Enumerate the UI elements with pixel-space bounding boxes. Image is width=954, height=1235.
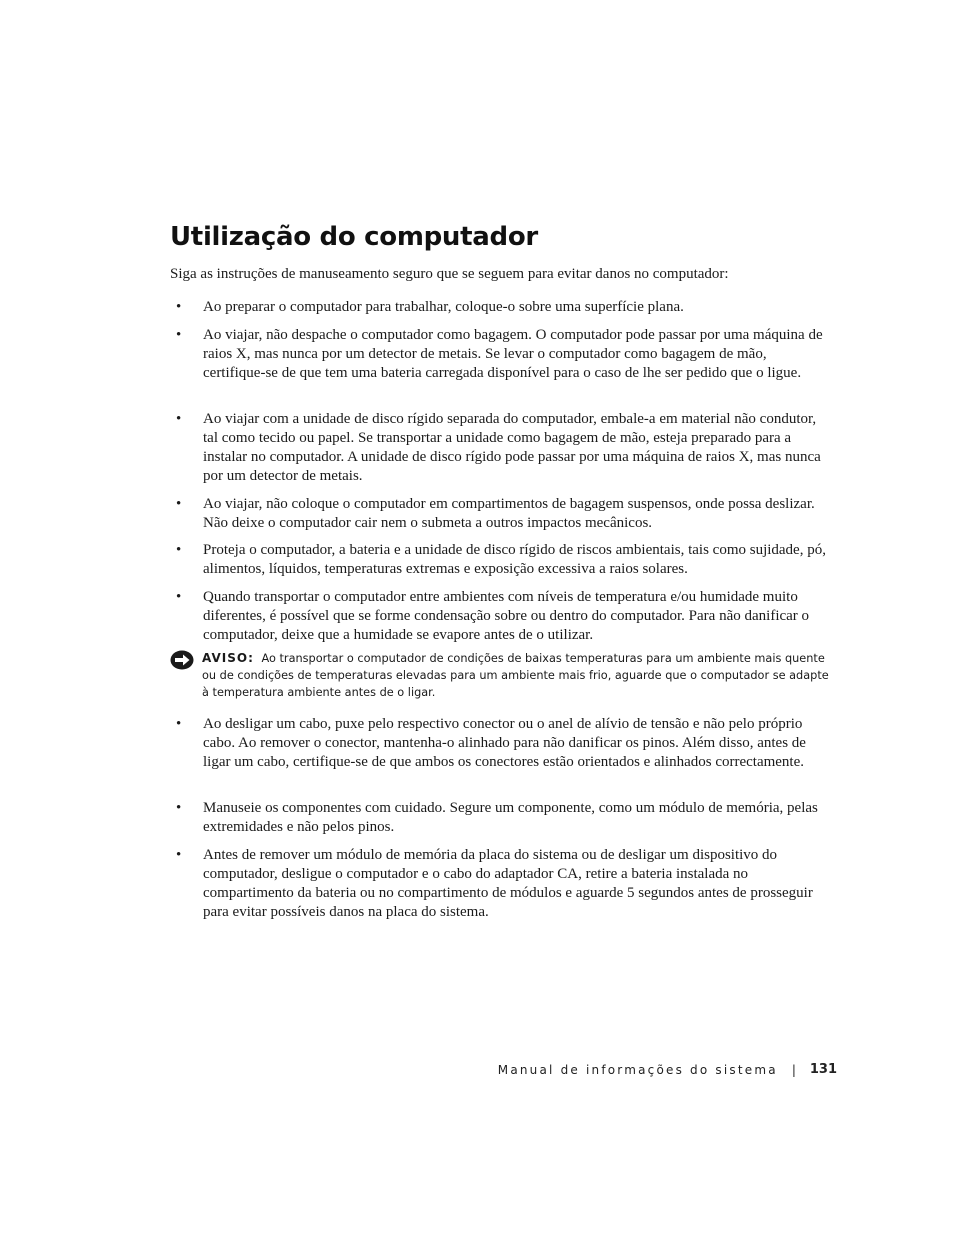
bullet-icon: • xyxy=(176,496,182,512)
list-item-text: Ao desligar um cabo, puxe pelo respectivo conector ou o anel de alívio de tensão e não pelo próprio cabo. Ao remover o conector, mantenha-o alinhado para não danificar os pinos. Além disso, antes de ligar um cabo, certifique-se de que ambos os conectores estão orientados e alinhados correctamente. xyxy=(203,716,806,770)
list-item-text: Quando transportar o computador entre ambientes com níveis de temperatura e/ou humidade muito diferentes, é possível que se forme condensação sobre ou dentro do computador. Para não danificar o computador, deixe que a humidade se evapore antes de o utilizar. xyxy=(203,589,810,643)
list-item xyxy=(170,588,830,645)
notice-text: Ao transportar o computador de condições de baixas temperaturas para um ambiente mais quente ou de condições de temperaturas elevadas para um ambiente mais frio, aguarde que o computador se adapte à temperatura ambiente antes de o ligar. xyxy=(202,652,829,699)
intro-paragraph: Siga as instruções de manuseamento seguro que se seguem para evitar danos no computador: xyxy=(170,266,729,282)
footer-separator: | xyxy=(791,1062,796,1077)
notice-box xyxy=(170,650,830,701)
list-item-text: Manuseie os componentes com cuidado. Segure um componente, como um módulo de memória, pelas extremidades e não pelos pinos. xyxy=(203,800,818,835)
bullet-icon: • xyxy=(176,589,182,605)
list-item xyxy=(170,715,830,772)
footer-manual-title: Manual de informações do sistema xyxy=(497,1062,778,1077)
list-item xyxy=(170,541,830,579)
list-item xyxy=(170,326,830,383)
list-item-text: Ao viajar com a unidade de disco rígido separada do computador, embale-a em material não condutor, tal como tecido ou papel. Se transportar a unidade como bagagem de mão, esteja preparado para a instalar no computador. A unidade de disco rígido pode passar por uma máquina de raios X, mas nunca por um detector de metais. xyxy=(203,411,821,484)
page-number: 131 xyxy=(809,1062,837,1077)
list-item-text: Proteja o computador, a bateria e a unidade de disco rígido de riscos ambientais, tais como sujidade, pó, alimentos, líquidos, temperaturas extremas e exposição excessiva a raios solares. xyxy=(203,542,826,577)
bullet-icon: • xyxy=(176,299,182,315)
page-footer xyxy=(498,1062,837,1077)
list-item-text: Ao viajar, não coloque o computador em compartimentos de bagagem suspensos, onde possa deslizar. Não deixe o computador cair nem o submeta a outros impactos mecânicos. xyxy=(203,496,815,531)
bullet-icon: • xyxy=(176,800,182,816)
list-item xyxy=(170,410,830,486)
notice-arrow-icon xyxy=(170,650,194,670)
bullet-icon: • xyxy=(176,327,182,343)
bullet-icon: • xyxy=(176,542,182,558)
page-title: Utilização do computador xyxy=(170,222,538,252)
list-item-text: Antes de remover um módulo de memória da placa do sistema ou de desligar um dispositivo do computador, desligue o computador e o cabo do adaptador CA, retire a bateria instalada no compartimento da bateria ou no compartimento de módulos e aguarde 5 segundos antes de prosseguir para evitar possíveis danos na placa do sistema. xyxy=(203,847,813,920)
bullet-icon: • xyxy=(176,411,182,427)
notice-label: AVISO: xyxy=(202,651,254,665)
list-item-text: Ao preparar o computador para trabalhar, coloque-o sobre uma superfície plana. xyxy=(203,299,684,315)
notice-body xyxy=(202,650,830,701)
list-item xyxy=(170,298,830,317)
bullet-icon: • xyxy=(176,847,182,863)
list-item xyxy=(170,799,830,837)
list-item-text: Ao viajar, não despache o computador como bagagem. O computador pode passar por uma máquina de raios X, mas nunca por um detector de metais. Se levar o computador como bagagem de mão, certifique-se de que tem uma bateria carregada disponível para o caso de lhe ser pedido que o ligue. xyxy=(203,327,823,381)
list-item xyxy=(170,846,830,922)
bullet-icon: • xyxy=(176,716,182,732)
list-item xyxy=(170,495,830,533)
